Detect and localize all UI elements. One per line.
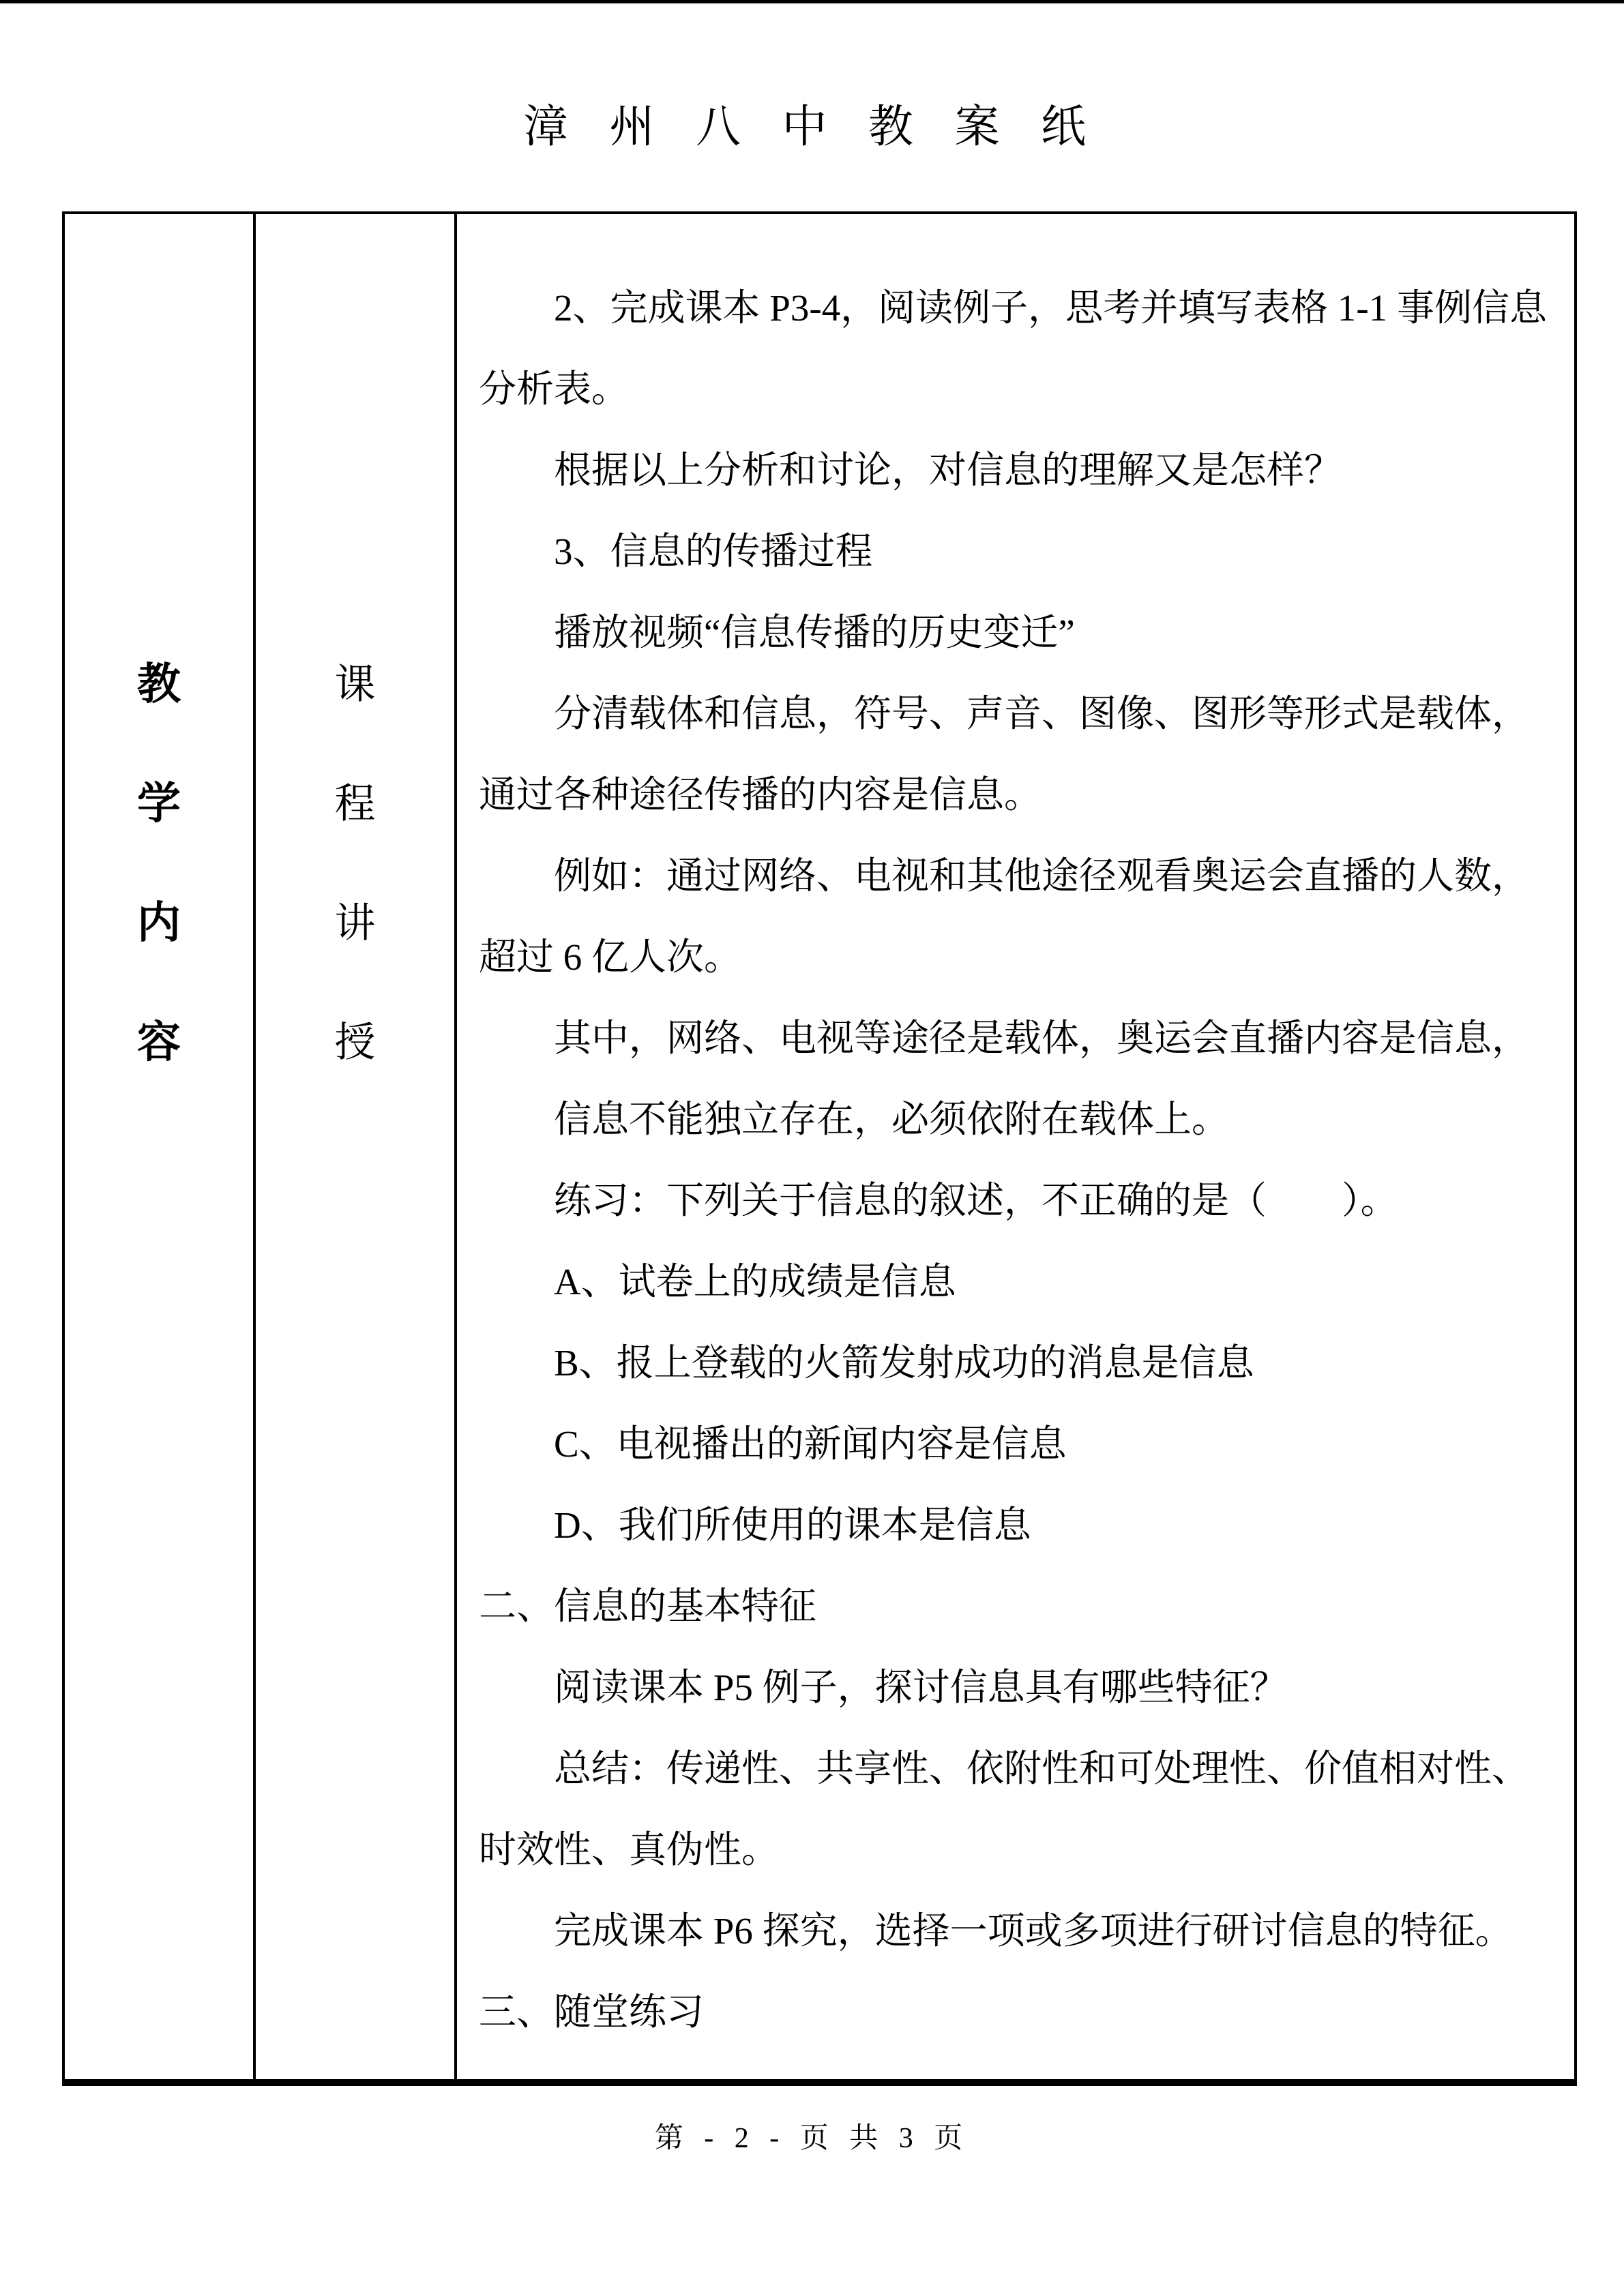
content-line: 分析表。 bbox=[479, 368, 630, 410]
content-line: 信息不能独立存在，必须依附在载体上。 bbox=[554, 1099, 1230, 1140]
content-line: 根据以上分析和讨论，对信息的理解又是怎样？ bbox=[554, 449, 1342, 491]
lesson-content bbox=[479, 267, 1550, 2053]
content-line: A、试卷上的成绩是信息 bbox=[554, 1261, 956, 1302]
content-line: 3、信息的传播过程 bbox=[554, 531, 873, 572]
content-line: 通过各种途径传播的内容是信息。 bbox=[479, 774, 1042, 816]
method-header-char: 讲 bbox=[334, 901, 376, 946]
row-header-char: 教 bbox=[137, 660, 181, 709]
content-line: 完成课本 P6 探究，选择一项或多项进行研讨信息的特征。 bbox=[554, 1910, 1513, 1952]
column-divider-1 bbox=[253, 214, 256, 2079]
page-title: 漳 州 八 中 教 案 纸 bbox=[523, 102, 1101, 152]
scan-edge-strip bbox=[0, 0, 1624, 3]
content-line: 总结：传递性、共享性、依附性和可处理性、价值相对性、 bbox=[554, 1748, 1530, 1789]
content-line: 二、信息的基本特征 bbox=[479, 1585, 817, 1627]
content-line: 三、随堂练习 bbox=[479, 1991, 705, 2033]
content-line: 2、完成课本 P3-4，阅读例子，思考并填写表格 1-1 事例信息 bbox=[554, 287, 1547, 329]
content-line: C、电视播出的新闻内容是信息 bbox=[554, 1423, 1067, 1465]
content-line: 分清载体和信息，符号、声音、图像、图形等形式是载体， bbox=[554, 693, 1530, 734]
method-header-char: 授 bbox=[334, 1020, 376, 1065]
content-line: 其中，网络、电视等途径是载体，奥运会直播内容是信息， bbox=[554, 1017, 1530, 1059]
column-divider-2 bbox=[454, 214, 457, 2079]
row-header-char: 容 bbox=[137, 1018, 181, 1067]
content-line: 超过 6 亿人次。 bbox=[479, 936, 742, 978]
method-header-char: 课 bbox=[334, 662, 376, 707]
content-line: 练习：下列关于信息的叙述，不正确的是（ ）。 bbox=[554, 1180, 1398, 1221]
content-line: 播放视频“信息传播的历史变迁” bbox=[554, 612, 1075, 653]
content-line: B、报上登载的火箭发射成功的消息是信息 bbox=[554, 1342, 1254, 1384]
row-header-char: 内 bbox=[137, 899, 181, 947]
content-line: D、我们所使用的课本是信息 bbox=[554, 1504, 1031, 1546]
lesson-plan-table bbox=[62, 211, 1577, 2086]
content-line: 阅读课本 P5 例子，探讨信息具有哪些特征？ bbox=[554, 1667, 1288, 1708]
content-line: 例如：通过网络、电视和其他途径观看奥运会直播的人数， bbox=[554, 855, 1530, 897]
row-header-char: 学 bbox=[137, 779, 181, 828]
method-header-char: 程 bbox=[334, 781, 376, 826]
page-number-footer: 第 - 2 - 页 共 3 页 bbox=[654, 2123, 970, 2154]
content-line: 时效性、真伪性。 bbox=[479, 1829, 780, 1870]
